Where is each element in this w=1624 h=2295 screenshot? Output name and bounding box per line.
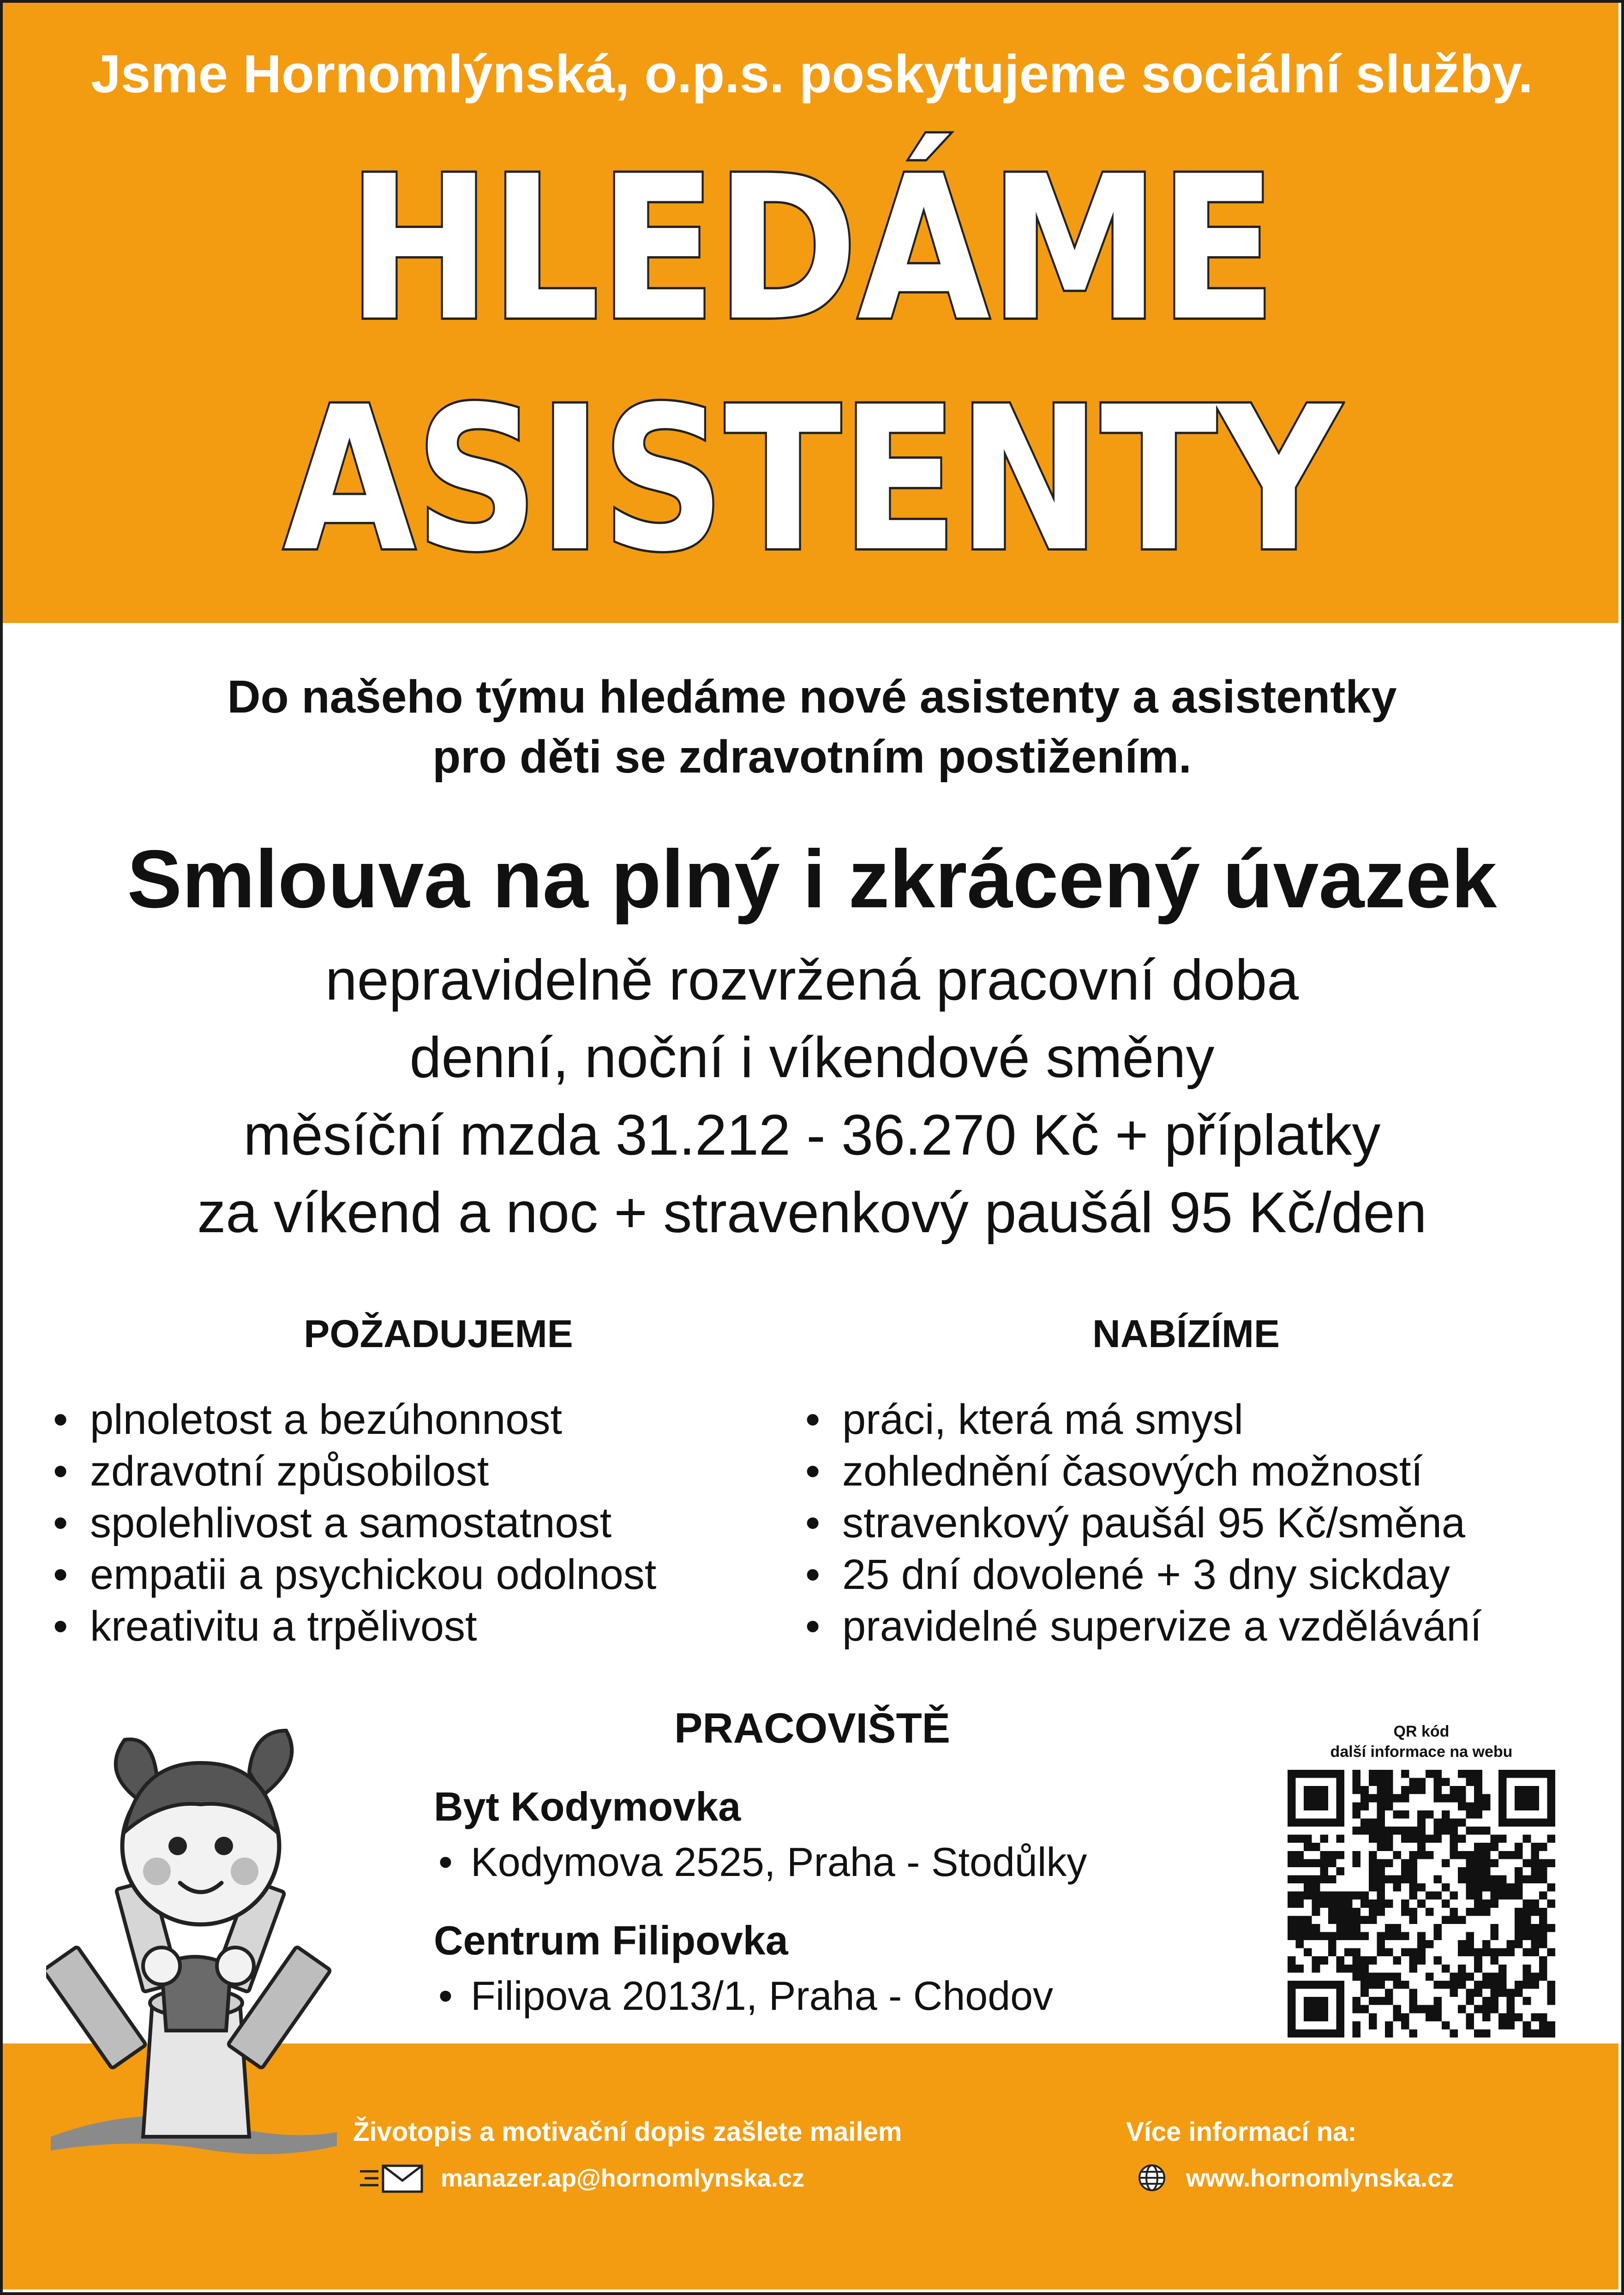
more-info-label: Více informací na: (1126, 2117, 1357, 2147)
contract-title: Smlouva na plný i zkrácený úvazek (127, 833, 1497, 925)
workplace-address: • Kodymova 2525, Praha - Stodůlky (438, 1837, 1087, 1888)
list-item: • spolehlivost a samostatnost (53, 1497, 656, 1549)
list-item: • zdravotní způsobilost (53, 1445, 656, 1497)
offer-list (805, 1394, 1482, 1652)
workplace-name: Centrum Filipovka (434, 1917, 788, 1963)
mascot-girl-windmill-illustration (46, 1708, 342, 2174)
team-line-2: pro děti se zdravotním postižením. (432, 731, 1192, 783)
team-line-1: Do našeho týmu hledáme nové asistenty a asistentky (227, 671, 1397, 723)
globe-icon (1138, 2163, 1166, 2192)
job-details (0, 941, 1624, 1252)
qr-caption-subtitle: další informace na webu (1330, 1743, 1513, 1761)
qr-code-icon[interactable] (1288, 1770, 1555, 2037)
list-item: • pravidelné supervize a vzdělávání (805, 1600, 1482, 1652)
list-item: • 25 dní dovolené + 3 dny sickday (805, 1549, 1482, 1600)
email-link[interactable]: manazer.ap@hornomlynska.cz (441, 2164, 804, 2192)
headline-line-1: HLEDÁME (348, 134, 1276, 365)
website-link[interactable]: www.hornomlynska.cz (1186, 2164, 1454, 2192)
workplace-address: • Filipova 2013/1, Praha - Chodov (438, 1971, 1053, 2021)
job-detail: za víkend a noc + stravenkový paušál 95 Kč/den (197, 1181, 1427, 1245)
intro-text: Jsme Hornomlýnská, o.p.s. poskytujeme sociální služby. (91, 44, 1533, 104)
list-item: • práci, která má smysl (805, 1394, 1482, 1445)
workplaces-heading: PRACOVIŠTĚ (674, 1705, 951, 1752)
list-item: • stravenkový paušál 95 Kč/směna (805, 1497, 1482, 1549)
list-item: • empatii a psychickou odolnost (53, 1549, 656, 1600)
requirements-heading: POŽADUJEME (304, 1312, 573, 1355)
mail-icon (360, 2162, 425, 2194)
job-detail: měsíční mzda 31.212 - 36.270 Kč + příplatky (243, 1103, 1381, 1167)
list-item: • kreativitu a trpělivost (53, 1600, 656, 1652)
cv-label: Životopis a motivační dopis zašlete mailem (353, 2117, 902, 2147)
team-description (0, 667, 1624, 787)
list-item: • plnoletost a bezúhonnost (53, 1394, 656, 1445)
headline-line-2: ASISTENTY (283, 365, 1341, 595)
job-detail: denní, noční i víkendové směny (409, 1026, 1215, 1090)
qr-caption-title: QR kód (1393, 1723, 1450, 1740)
list-item: • zohlednění časových možností (805, 1445, 1482, 1497)
requirements-list (53, 1394, 656, 1652)
job-detail: nepravidelně rozvržená pracovní doba (325, 948, 1299, 1012)
offer-heading: NABÍZÍME (1092, 1312, 1280, 1355)
workplace-name: Byt Kodymovka (434, 1784, 741, 1829)
